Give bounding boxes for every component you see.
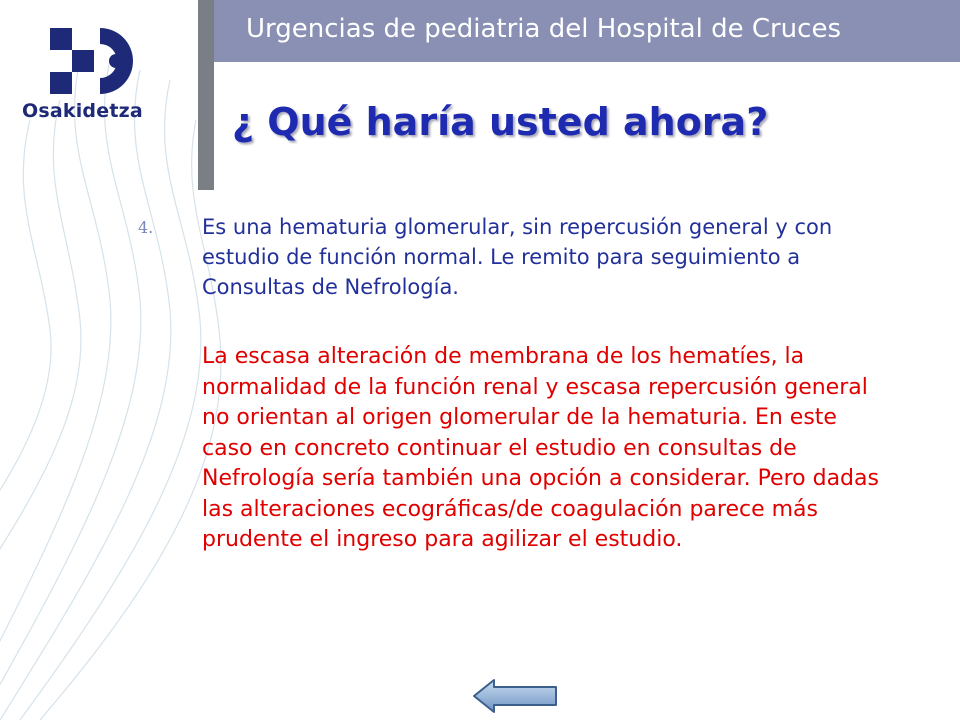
option-text: Es una hematuria glomerular, sin repercusión general y con estudio de función normal. Le remito para seguimiento a Consultas de Nefrología. xyxy=(202,215,833,299)
slide-title: ¿ Qué haría usted ahora? xyxy=(232,100,769,144)
back-button[interactable] xyxy=(470,676,560,716)
banner-title: Urgencias de pediatria del Hospital de Cruces xyxy=(246,14,841,44)
organization-name: Osakidetza xyxy=(22,100,143,122)
vertical-divider xyxy=(198,0,214,190)
left-arrow-icon xyxy=(470,676,560,716)
answer-explanation: La escasa alteración de membrana de los hematíes, la normalidad de la función renal y escasa repercusión general no orientan al origen glomerular de la hematuria. En este caso en concreto continuar el estudio en consultas de Nefrología sería también una opción a considerar. Pero dadas las alteraciones ecográficas/de coagulación parece más prudente el ingreso para agilizar el estudio. xyxy=(202,344,879,552)
option-number: 4. xyxy=(138,218,154,237)
